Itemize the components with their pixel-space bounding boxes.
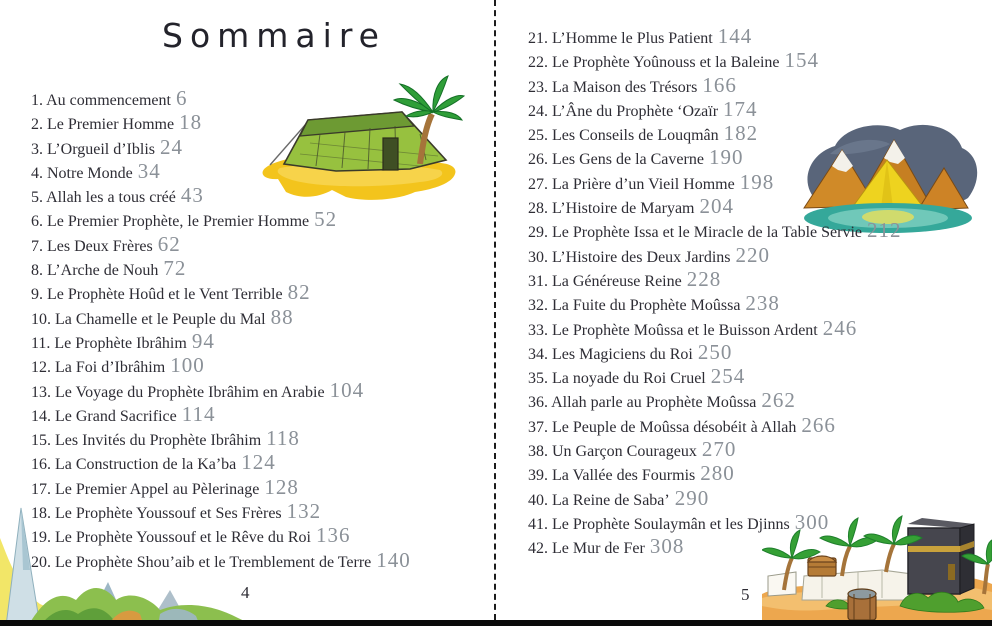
page-number-right: 5 xyxy=(741,585,750,604)
toc-entry xyxy=(528,267,902,291)
toc-entry xyxy=(528,364,902,388)
entry-title: 25. Les Conseils de Louqmân xyxy=(528,127,719,145)
page-title: Sommaire xyxy=(162,16,386,55)
entry-page-number: 266 xyxy=(801,412,836,437)
entry-page-number: 88 xyxy=(270,304,294,329)
scan-edge-bar xyxy=(0,620,992,626)
entry-title: 33. Le Prophète Moûssa et le Buisson Ardent xyxy=(528,321,818,339)
entry-title: 41. Le Prophète Soulaymân et les Djinns xyxy=(528,515,790,533)
entry-title: 18. Le Prophète Youssouf et Ses Frères xyxy=(31,505,282,523)
toc-entry xyxy=(31,402,411,426)
entry-page-number: 18 xyxy=(179,110,203,135)
entry-page-number: 280 xyxy=(700,461,735,486)
entry-page-number: 43 xyxy=(180,183,204,208)
entry-page-number: 174 xyxy=(723,96,758,121)
entry-page-number: 254 xyxy=(710,364,746,389)
entry-page-number: 198 xyxy=(739,169,775,194)
toc-entry xyxy=(528,73,902,97)
toc-entry xyxy=(31,378,411,402)
entry-page-number: 228 xyxy=(686,266,722,291)
entry-page-number: 250 xyxy=(697,339,733,364)
toc-entry xyxy=(528,340,902,364)
entry-title: 36. Allah parle au Prophète Moûssa xyxy=(528,394,757,412)
entry-page-number: 204 xyxy=(699,194,734,219)
entry-title: 5. Allah les a tous créé xyxy=(31,189,176,207)
entry-page-number: 262 xyxy=(761,388,796,413)
entry-title: 9. Le Prophète Hoûd et le Vent Terrible xyxy=(31,286,283,304)
toc-entry xyxy=(528,121,902,145)
entry-page-number: 52 xyxy=(314,207,338,232)
entry-title: 11. Le Prophète Ibrâhim xyxy=(31,334,187,352)
entry-title: 39. La Vallée des Fourmis xyxy=(528,467,696,485)
entry-title: 21. L’Homme le Plus Patient xyxy=(528,30,713,47)
toc-entry xyxy=(528,388,902,412)
entry-title: 3. L’Orgueil d’Iblis xyxy=(31,140,155,158)
entry-title: 12. La Foi d’Ibrâhim xyxy=(31,359,166,377)
entry-page-number: 124 xyxy=(241,450,276,475)
toc-entry xyxy=(31,450,411,474)
entry-title: 24. L’Âne du Prophète ‘Ozaïr xyxy=(528,102,719,120)
page-divider-dashed-line xyxy=(494,0,496,620)
entry-page-number: 62 xyxy=(157,231,181,256)
page-number-left: 4 xyxy=(241,583,250,602)
toc-entry xyxy=(31,548,411,572)
toc-entry xyxy=(528,291,902,315)
entry-title: 31. La Généreuse Reine xyxy=(528,272,682,290)
entry-page-number: 238 xyxy=(745,291,780,316)
toc-entry xyxy=(528,97,902,121)
entry-page-number: 114 xyxy=(181,401,216,426)
toc-entry xyxy=(31,159,411,183)
entry-page-number: 182 xyxy=(723,121,759,146)
toc-entry xyxy=(528,48,902,72)
entry-page-number: 300 xyxy=(794,509,830,534)
entry-page-number: 308 xyxy=(649,534,685,559)
entry-page-number: 128 xyxy=(264,474,299,499)
entry-title: 29. Le Prophète Issa et le Miracle de la Table Servie xyxy=(528,224,863,242)
entry-title: 30. L’Histoire des Deux Jardins xyxy=(528,248,731,266)
entry-title: 40. La Reine de Saba’ xyxy=(528,491,670,509)
toc-entry xyxy=(31,86,411,110)
toc-entry xyxy=(528,486,902,510)
toc-entry xyxy=(528,461,902,485)
entry-title: 13. Le Voyage du Prophète Ibrâhim en Arabie xyxy=(31,383,325,401)
entry-title: 22. Le Prophète Yoûnouss et la Baleine xyxy=(528,54,780,72)
entry-title: 28. L’Histoire de Maryam xyxy=(528,200,695,218)
entry-title: 42. Le Mur de Fer xyxy=(528,540,645,558)
toc-entry xyxy=(528,316,902,340)
entry-page-number: 118 xyxy=(266,426,300,451)
entry-page-number: 34 xyxy=(137,158,161,183)
toc-entry xyxy=(31,329,411,353)
entry-title: 10. La Chamelle et le Peuple du Mal xyxy=(31,310,266,328)
toc-entry xyxy=(31,110,411,134)
toc-entry xyxy=(31,499,411,523)
entry-title: 19. Le Prophète Youssouf et le Rêve du Roi xyxy=(31,529,311,547)
entry-page-number: 220 xyxy=(735,242,770,267)
toc-entry xyxy=(31,523,411,547)
entry-title: 6. Le Premier Prophète, le Premier Homme xyxy=(31,213,310,231)
entry-page-number: 6 xyxy=(175,86,188,110)
entry-page-number: 24 xyxy=(160,134,183,159)
toc-entry xyxy=(31,305,411,329)
toc-entry xyxy=(528,510,902,534)
toc-entry xyxy=(31,183,411,207)
toc-entry xyxy=(528,243,902,267)
entry-title: 37. Le Peuple de Moûssa désobéit à Allah xyxy=(528,418,797,436)
toc-right-column xyxy=(528,24,902,559)
toc-entry xyxy=(528,194,902,218)
toc-entry xyxy=(528,218,902,242)
entry-page-number: 190 xyxy=(708,145,744,170)
toc-entry xyxy=(31,475,411,499)
entry-title: 1. Au commencement xyxy=(31,92,171,109)
entry-title: 2. Le Premier Homme xyxy=(31,116,175,134)
entry-title: 7. Les Deux Frères xyxy=(31,237,153,255)
entry-title: 38. Un Garçon Courageux xyxy=(528,443,697,461)
entry-page-number: 166 xyxy=(702,72,737,97)
toc-left-column xyxy=(31,86,411,572)
entry-page-number: 94 xyxy=(191,328,215,353)
toc-entry xyxy=(528,437,902,461)
entry-title: 35. La noyade du Roi Cruel xyxy=(528,370,706,388)
entry-page-number: 72 xyxy=(163,256,187,281)
toc-entry xyxy=(528,170,902,194)
entry-page-number: 144 xyxy=(717,24,753,48)
entry-page-number: 132 xyxy=(286,499,322,524)
entry-title: 26. Les Gens de la Caverne xyxy=(528,151,704,169)
entry-title: 16. La Construction de la Ka’ba xyxy=(31,456,237,474)
toc-entry xyxy=(31,280,411,304)
toc-entry xyxy=(31,232,411,256)
entry-title: 4. Notre Monde xyxy=(31,164,133,182)
entry-title: 15. Les Invités du Prophète Ibrâhim xyxy=(31,432,262,450)
entry-title: 20. Le Prophète Shou’aib et le Tremblement de Terre xyxy=(31,553,372,571)
entry-page-number: 154 xyxy=(784,48,820,73)
entry-page-number: 290 xyxy=(674,485,710,510)
entry-title: 14. Le Grand Sacrifice xyxy=(31,407,177,425)
entry-title: 17. Le Premier Appel au Pèlerinage xyxy=(31,480,260,498)
toc-entry xyxy=(528,534,902,558)
toc-entry xyxy=(31,135,411,159)
entry-page-number: 136 xyxy=(315,523,351,548)
toc-entry xyxy=(31,353,411,377)
toc-entry xyxy=(31,207,411,231)
entry-page-number: 212 xyxy=(867,218,902,243)
toc-entry xyxy=(31,256,411,280)
entry-page-number: 82 xyxy=(287,280,311,305)
entry-page-number: 270 xyxy=(701,437,737,462)
toc-entry xyxy=(31,426,411,450)
toc-entry xyxy=(528,145,902,169)
entry-page-number: 246 xyxy=(822,315,858,340)
toc-entry xyxy=(528,24,902,48)
entry-title: 32. La Fuite du Prophète Moûssa xyxy=(528,297,741,315)
toc-entry xyxy=(528,413,902,437)
entry-title: 34. Les Magiciens du Roi xyxy=(528,345,693,363)
entry-page-number: 104 xyxy=(329,377,365,402)
entry-title: 27. La Prière d’un Vieil Homme xyxy=(528,175,735,193)
entry-page-number: 140 xyxy=(376,547,411,572)
entry-page-number: 100 xyxy=(170,353,205,378)
entry-title: 8. L’Arche de Nouh xyxy=(31,262,159,280)
entry-title: 23. La Maison des Trésors xyxy=(528,78,698,96)
